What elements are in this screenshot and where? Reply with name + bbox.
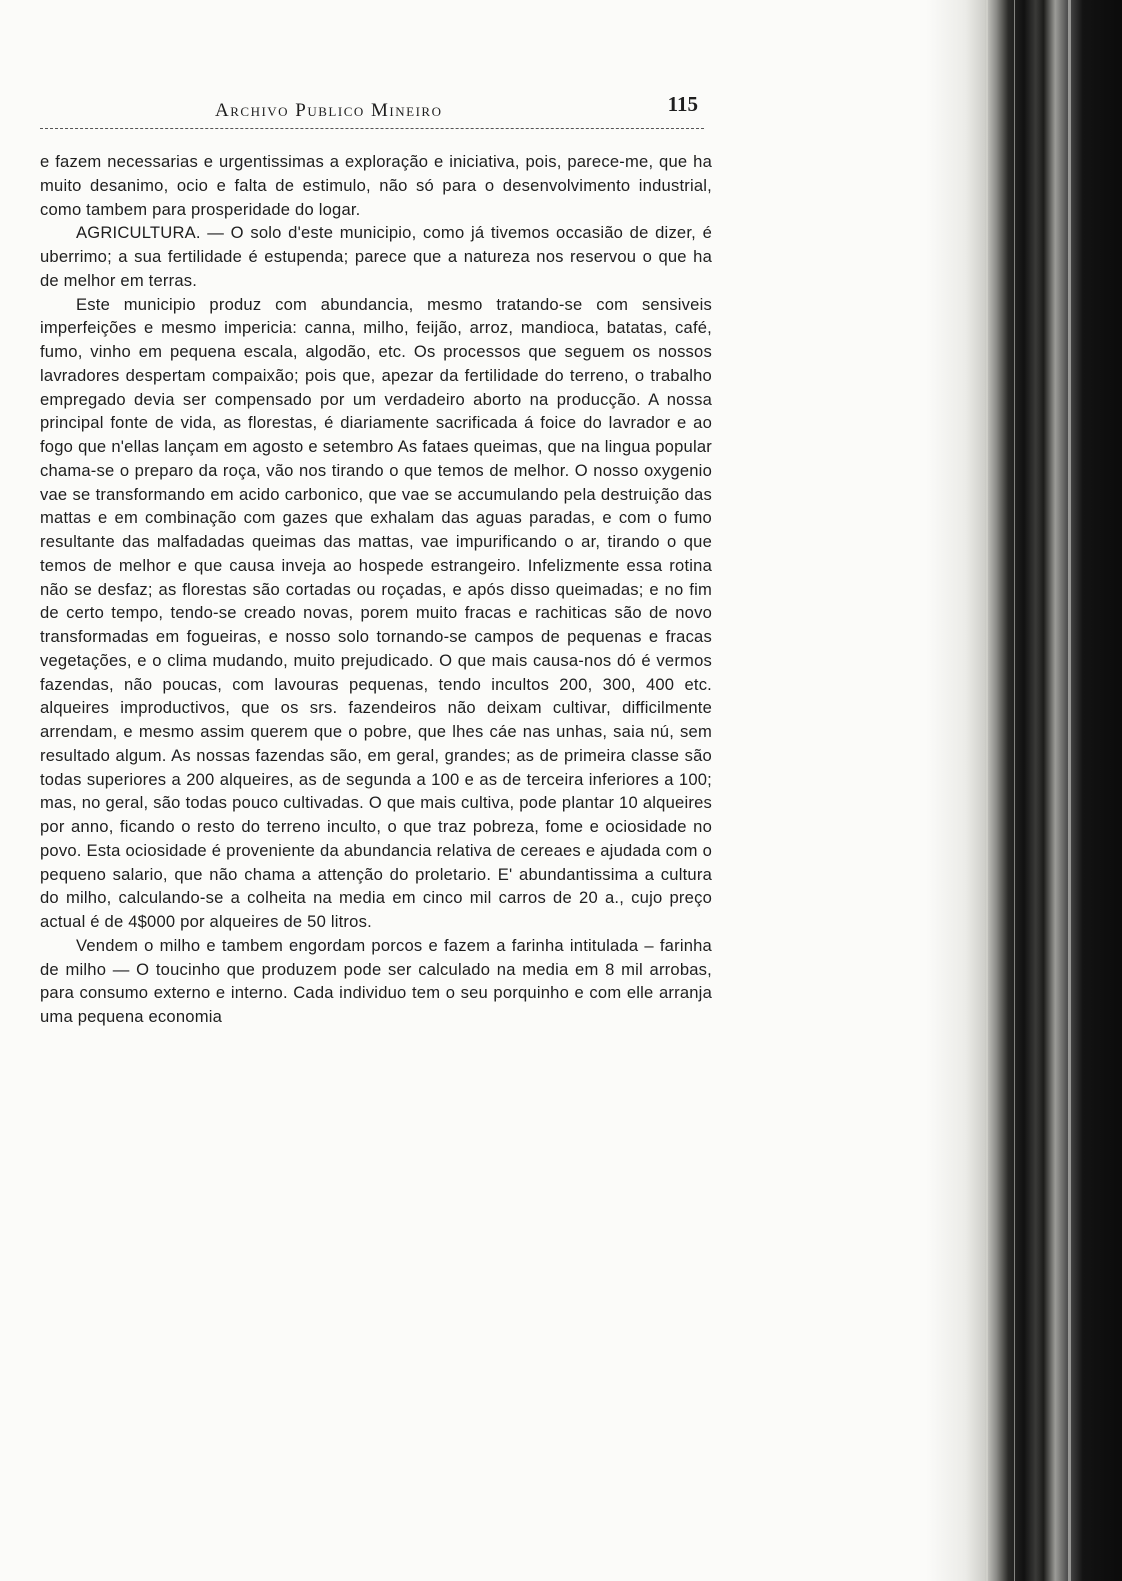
running-title: Archivo Publico Mineiro [215,100,443,121]
paragraph-production: Este municipio produz com abundancia, mesmo tratando-se com sensiveis imperfeições e mesmo impericia: canna, milho, feijão, arroz, mandioca, batatas, café, fumo, vinho em pequena escala, algodão, etc. Os processos que seguem os nossos lavradores despertam compaixão; pois que, apezar da fertilidade do terreno, o trabalho empregado devia ser compensado por um verdadeiro aborto na producção. A nossa principal fonte de vida, as florestas, é diariamente sacrificada á foice do lavrador e ao fogo que n'ellas lançam em agosto e setembro As fataes queimas, que na lingua popular chama-se o preparo da roça, vão nos tirando o que temos de melhor. O nosso oxygenio vae se transformando em acido carbonico, que vae se accumulando pela destruição das mattas e em combinação com gazes que exhalam das aguas paradas, e com o fumo resultante das malfadadas queimas das mattas, vae impurificando o ar, tirando o que temos de melhor e que causa inveja ao hospede estrangeiro. Infelizmente essa rotina não se desfaz; as florestas são cortadas ou roçadas, e após disso queimadas; e no fim de certo tempo, tendo-se creado novas, porem muito fracas e rachiticas são de novo transformadas em fogueiras, e nosso solo tornando-se campos de pequenas e fracas vegetações, e o clima mudando, muito prejudicado. O que mais causa-nos dó é vermos fazendas, não poucas, com lavouras pequenas, tendo incultos 200, 300, 400 etc. alqueires improductivos, que os srs. fazendeiros não deixam cultivar, difficilmente arrendam, e mesmo assim querem que o pobre, que lhes cáe nas unhas, saia nú, sem resultado algum. As nossas fazendas são, em geral, grandes; as de primeira classe são todas superiores a 200 alqueires, as de segunda a 100 e as de terceira inferiores a 100; mas, no geral, são todas pouco cultivadas. O que mais cultiva, pode plantar 10 alqueires por anno, ficando o resto do terreno inculto, o que traz pobreza, fome e ociosidade no povo. Esta ociosidade é proveniente da abundancia relativa de cereaes e ajudada com o pequeno salario, que não chama a attenção do proletario. E' abundantissima a cultura do milho, calculando-se a colheita na media em cinco mil carros de 20 a., cujo preço actual é de 4$000 por alqueires de 50 litros. [40,294,712,931]
book-binding-shadow [926,0,1122,1581]
page-number: 115 [667,92,698,116]
paragraph-agriculture: AGRICULTURA. — O solo d'este municipio, como já tivemos occasião de dizer, é uberrimo; a sua fertilidade é estupenda; parece que a natureza nos reservou o que ha de melhor em terras. [40,223,712,290]
binding-streak [1068,0,1071,1581]
binding-streak [986,0,988,1581]
page-header [40,88,704,129]
paragraph-corn-trade: Vendem o milho e tambem engordam porcos e fazem a farinha intitulada – farinha de milho — O toucinho que produzem pode ser calculado na media em 8 mil arrobas, para consumo externo e interno. Cada individuo tem o seu porquinho e com elle arranja uma pequena economia [40,935,712,1026]
paragraph-exploration: e fazem necessarias e urgentissimas a exploração e iniciativa, pois, parece-me, que ha muito desanimo, ocio e falta de estimulo, não só para o desenvolvimento industrial, como tambem para prosperidade do logar. [40,152,712,219]
binding-streak [1014,0,1015,1581]
body-text [40,150,712,1029]
